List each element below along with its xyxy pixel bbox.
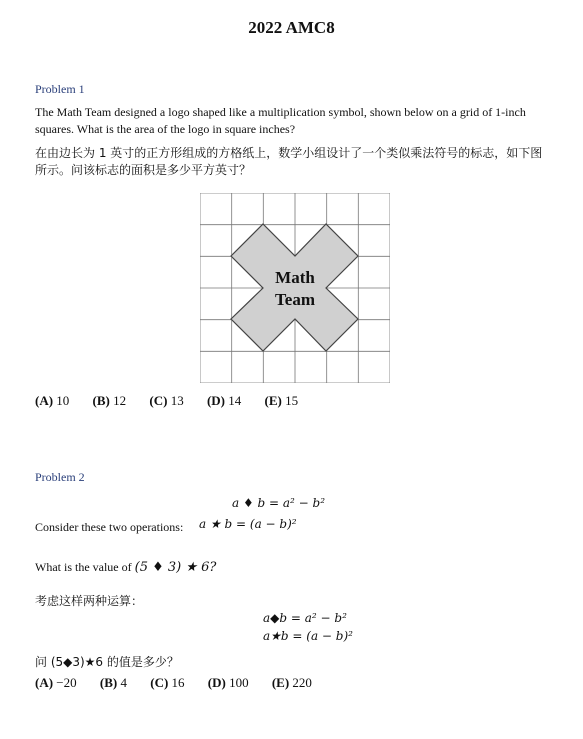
question-expression: (5 ♦ 3) ★ 6?: [134, 560, 217, 575]
problem-2-heading: Problem 2: [35, 470, 85, 484]
page-title: 2022 AMC8: [248, 18, 335, 37]
logo-grid-figure: [200, 193, 390, 383]
problem-2-cn-intro: 考虑这样两种运算：: [35, 594, 144, 608]
question-prefix: What is the value of: [35, 560, 132, 574]
problem-2-choices: [35, 675, 332, 691]
math-team-logo: [231, 224, 358, 351]
choice-e[interactable]: (E) 220: [271, 675, 312, 690]
cn-operation-star: a★b = (a − b)²: [263, 629, 353, 643]
problem-2-cn-question: 问 (5◆3)★6 的值是多少？: [35, 655, 179, 669]
consider-text: Consider these two operations:: [35, 520, 184, 534]
choice-a[interactable]: (A) −20: [35, 675, 77, 690]
choice-c[interactable]: (C) 13: [149, 393, 184, 408]
cn-operation-diamond: a◆b = a² − b²: [263, 611, 347, 625]
choice-e[interactable]: (E) 15: [264, 393, 299, 408]
logo-text-team: Team: [275, 290, 315, 309]
problem-1-text-en: The Math Team designed a logo shaped like a multiplication symbol, shown below on a grid of 1-inch squares. What is the area of the logo in square inches?: [35, 105, 526, 136]
operation-diamond: a ♦ b = a² − b²: [232, 496, 326, 510]
problem-1-heading: Problem 1: [35, 82, 85, 96]
choice-d[interactable]: (D) 14: [206, 393, 242, 408]
choice-b[interactable]: (B) 4: [99, 675, 127, 690]
choice-d[interactable]: (D) 100: [207, 675, 249, 690]
problem-1-text-cn: 在由边长为 1 英寸的正方形组成的方格纸上，数学小组设计了一个类似乘法符号的标志，如下图所示。问该标志的面积是多少平方英寸？: [35, 146, 543, 177]
question-line: [35, 560, 216, 575]
choice-b[interactable]: (B) 12: [92, 393, 127, 408]
problem-1-choices: [35, 393, 318, 409]
choice-a[interactable]: (A) 10: [35, 393, 70, 408]
choice-c[interactable]: (C) 16: [150, 675, 185, 690]
operation-star: a ★ b = (a − b)²: [199, 517, 297, 531]
logo-text-math: Math: [275, 268, 315, 287]
